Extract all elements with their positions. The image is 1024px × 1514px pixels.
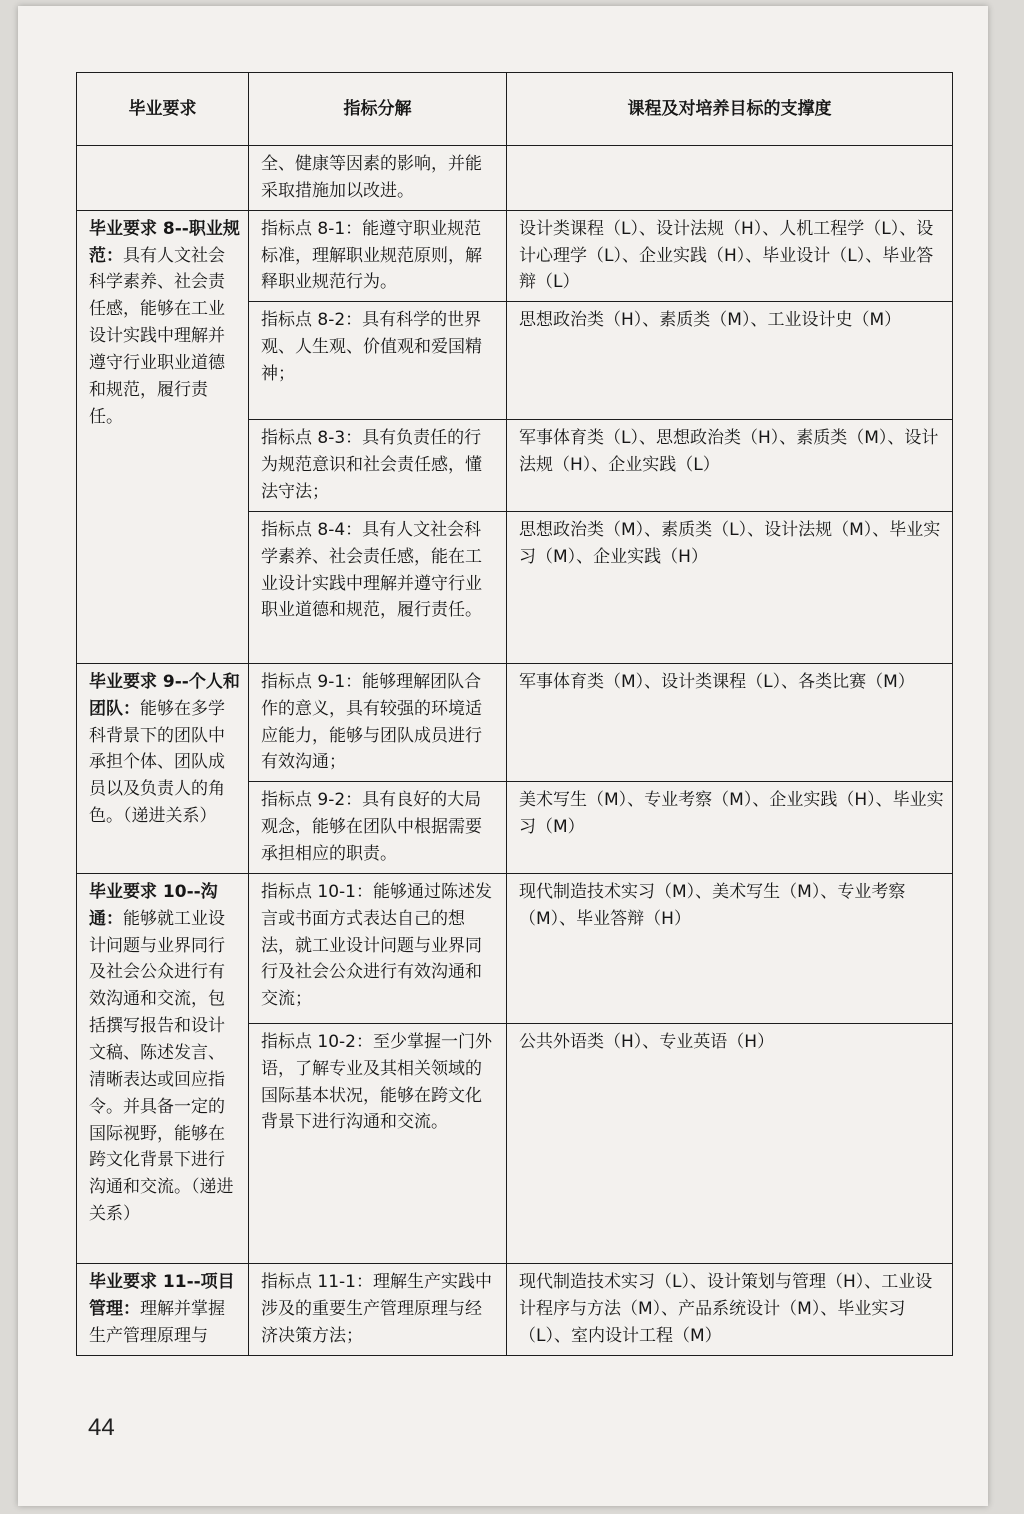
courses-cell: 现代制造技术实习（L）、设计策划与管理（H）、工业设计程序与方法（M）、产品系统设计（M）、毕业实习（L）、室内设计工程（M）	[507, 1263, 953, 1355]
indicator-cell: 全、健康等因素的影响，并能采取措施加以改进。	[249, 146, 507, 211]
table-header-row	[77, 73, 953, 146]
courses-cell: 军事体育类（L）、思想政治类（H）、素质类（M）、设计法规（H）、企业实践（L）	[507, 420, 953, 512]
requirement-11-title: 毕业要求 11--项目管理：	[89, 1271, 235, 1319]
indicator-cell: 指标点 8-1：能遵守职业规范标准，理解职业规范原则，解释职业规范行为。	[249, 210, 507, 302]
requirement-9-cell	[77, 663, 249, 873]
indicator-cell: 指标点 8-2：具有科学的世界观、人生观、价值观和爱国精神；	[249, 302, 507, 420]
requirement-8-title: 毕业要求 8--职业规范：	[89, 218, 240, 266]
courses-cell: 公共外语类（H）、专业英语（H）	[507, 1023, 953, 1263]
page-number: 44	[88, 1414, 115, 1441]
table-row	[77, 1263, 953, 1355]
table-row	[77, 146, 953, 211]
requirement-11-text: 理解并掌握生产管理原理与	[89, 1298, 225, 1346]
indicator-cell: 指标点 9-1：能够理解团队合作的意义，具有较强的环境适应能力，能够与团队成员进行有效沟通；	[249, 663, 507, 781]
indicator-cell: 指标点 8-4：具有人文社会科学素养、社会责任感，能在工业设计实践中理解并遵守行业职业道德和规范，履行责任。	[249, 511, 507, 663]
indicator-cell: 指标点 9-2：具有良好的大局观念，能够在团队中根据需要承担相应的职责。	[249, 782, 507, 874]
courses-cell: 设计类课程（L）、设计法规（H）、人机工程学（L）、设计心理学（L）、企业实践（H）、毕业设计（L）、毕业答辩（L）	[507, 210, 953, 302]
indicator-cell: 指标点 8-3：具有负责任的行为规范意识和社会责任感，懂法守法；	[249, 420, 507, 512]
requirement-10-title: 毕业要求 10--沟通：	[89, 881, 218, 929]
requirement-9-text: 能够在多学科背景下的团队中承担个体、团队成员以及负责人的角色。（递进关系）	[89, 698, 225, 827]
indicator-cell: 指标点 11-1：理解生产实践中涉及的重要生产管理原理与经济决策方法；	[249, 1263, 507, 1355]
header-graduation-requirement: 毕业要求	[77, 73, 249, 146]
requirement-8-cell	[77, 210, 249, 663]
courses-cell: 军事体育类（M）、设计类课程（L）、各类比赛（M）	[507, 663, 953, 781]
courses-cell	[507, 146, 953, 211]
table-row	[77, 210, 953, 302]
courses-cell: 美术写生（M）、专业考察（M）、企业实践（H）、毕业实习（M）	[507, 782, 953, 874]
table-row	[77, 873, 953, 1023]
indicator-cell: 指标点 10-2：至少掌握一门外语，了解专业及其相关领域的国际基本状况，能够在跨文化背景下进行沟通和交流。	[249, 1023, 507, 1263]
document-page	[18, 6, 988, 1506]
requirement-10-text: 能够就工业设计问题与业界同行及社会公众进行有效沟通和交流，包括撰写报告和设计文稿、陈述发言、清晰表达或回应指令。并具备一定的国际视野，能够在跨文化背景下进行沟通和交流。（递进关系）	[89, 908, 234, 1225]
requirement-8-text: 具有人文社会科学素养、社会责任感，能够在工业设计实践中理解并遵守行业职业道德和规范，履行责任。	[89, 245, 225, 427]
requirement-cell-empty	[77, 146, 249, 211]
requirements-table	[76, 72, 953, 1356]
requirement-11-cell	[77, 1263, 249, 1355]
header-course-support: 课程及对培养目标的支撑度	[507, 73, 953, 146]
requirement-9-title: 毕业要求 9--个人和团队：	[89, 671, 240, 719]
indicator-cell: 指标点 10-1：能够通过陈述发言或书面方式表达自己的想法，就工业设计问题与业界同行及社会公众进行有效沟通和交流；	[249, 873, 507, 1023]
courses-cell: 思想政治类（M）、素质类（L）、设计法规（M）、毕业实习（M）、企业实践（H）	[507, 511, 953, 663]
courses-cell: 现代制造技术实习（M）、美术写生（M）、专业考察（M）、毕业答辩（H）	[507, 873, 953, 1023]
courses-cell: 思想政治类（H）、素质类（M）、工业设计史（M）	[507, 302, 953, 420]
header-indicator-breakdown: 指标分解	[249, 73, 507, 146]
table-row	[77, 663, 953, 781]
requirement-10-cell	[77, 873, 249, 1263]
